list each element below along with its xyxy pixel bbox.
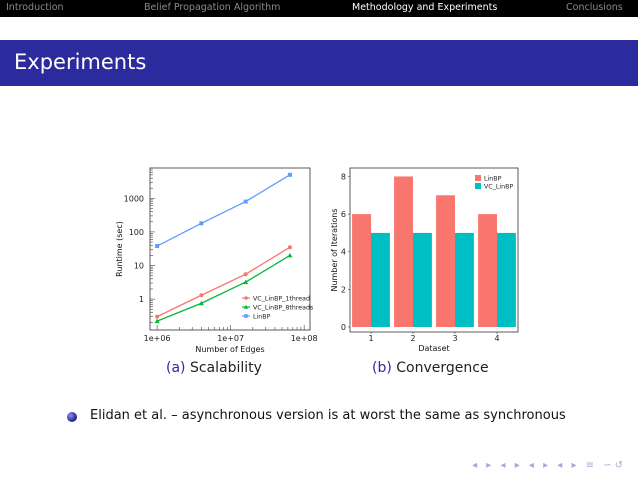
bar — [352, 214, 371, 327]
bar — [478, 214, 497, 327]
y-tick-label: 0 — [340, 323, 346, 332]
nav-item-introduction[interactable]: Introduction — [6, 2, 64, 13]
x-tick-label: 1e+07 — [217, 334, 245, 343]
caption-text: Scalability — [189, 360, 262, 376]
bar — [455, 233, 474, 327]
convergence-chart — [330, 162, 530, 357]
x-axis-label: Dataset — [418, 344, 450, 353]
legend-label: VC_LinBP_8threads — [253, 304, 314, 312]
caption-scalability — [166, 360, 262, 376]
x-tick-label: 1 — [368, 334, 374, 343]
y-tick-label: 10 — [133, 261, 144, 271]
data-point — [288, 245, 292, 249]
legend-marker — [244, 314, 248, 318]
caption-convergence — [372, 360, 489, 376]
title-bar — [0, 40, 638, 86]
bar — [436, 195, 455, 327]
x-tick-label: 3 — [452, 334, 458, 343]
bullet-text: Elidan et al. – asynchronous version is at worst the same as synchronous — [90, 408, 566, 423]
data-point — [199, 293, 203, 297]
legend-label: LinBP — [253, 313, 271, 321]
legend-label: VC_LinBP — [484, 183, 514, 191]
bullet-icon — [67, 412, 77, 422]
bar — [413, 233, 432, 327]
scalability-chart — [110, 162, 320, 357]
y-tick-label: 1000 — [123, 194, 144, 204]
y-tick-label: 8 — [340, 172, 346, 182]
y-axis-label: Runtime (sec) — [115, 221, 124, 277]
data-point — [288, 173, 292, 177]
x-tick-label: 4 — [494, 334, 500, 343]
x-tick-label: 2 — [410, 334, 416, 343]
data-point — [244, 200, 248, 204]
y-axis-label: Number of Iterations — [330, 208, 339, 292]
y-tick-label: 2 — [340, 285, 346, 295]
legend-label: VC_LinBP_1thread — [253, 295, 311, 303]
legend-marker — [244, 296, 248, 300]
caption-tag: (a) — [166, 360, 186, 376]
legend-swatch — [475, 183, 481, 189]
data-point — [199, 221, 203, 225]
y-tick-label: 1 — [138, 295, 144, 305]
y-tick-label: 100 — [128, 227, 144, 237]
slide-title: Experiments — [14, 50, 147, 74]
legend-label: LinBP — [484, 175, 502, 183]
bar — [371, 233, 390, 327]
nav-item-belief-propagation[interactable]: Belief Propagation Algorithm — [144, 2, 281, 13]
nav-item-methodology[interactable]: Methodology and Experiments — [352, 2, 498, 13]
nav-item-conclusions[interactable]: Conclusions — [566, 2, 623, 13]
caption-tag: (b) — [372, 360, 392, 376]
x-tick-label: 1e+08 — [290, 334, 318, 343]
legend-swatch — [475, 175, 481, 181]
data-point — [155, 315, 159, 319]
y-tick-label: 6 — [340, 210, 346, 220]
section-nav-bar — [0, 0, 638, 17]
bar — [497, 233, 516, 327]
x-axis-label: Number of Edges — [195, 345, 265, 354]
data-point — [244, 272, 248, 276]
beamer-nav-icons[interactable]: ◂ ▸ ◂ ▸ ◂ ▸ ◂ ▸ ≡ ∽↺ — [472, 460, 626, 471]
caption-text: Convergence — [396, 360, 489, 376]
data-point — [155, 244, 159, 248]
x-tick-label: 1e+06 — [143, 334, 171, 343]
y-tick-label: 4 — [340, 247, 346, 257]
bar — [394, 176, 413, 327]
